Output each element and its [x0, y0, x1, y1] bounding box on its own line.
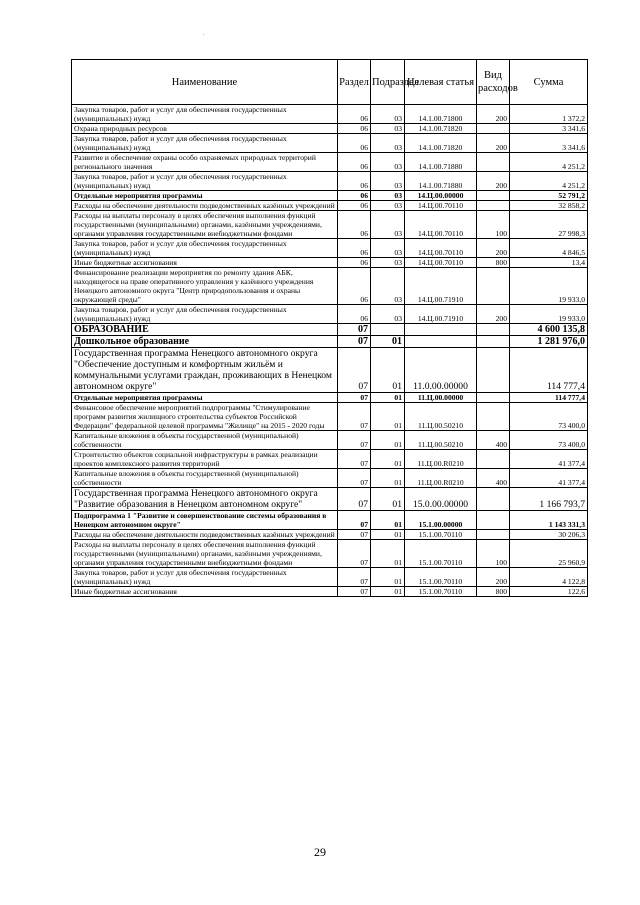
- cell-expense-type: [477, 403, 510, 431]
- cell-name: Иные бюджетные ассигнования: [72, 258, 338, 268]
- table-header-row: [72, 60, 588, 105]
- cell-expense-type: 100: [477, 540, 510, 568]
- cell-name: Капитальные вложения в объекты государственной (муниципальной) собственности: [72, 431, 338, 450]
- table-row: [72, 191, 588, 201]
- cell-section: 07: [338, 336, 371, 348]
- cell-target: 15.0.00.00000: [405, 488, 477, 511]
- cell-name: Строительство объектов социальной инфраструктуры в рамках реализации проектов комплексного развития территорий: [72, 450, 338, 469]
- table-row: [72, 258, 588, 268]
- cell-expense-type: 200: [477, 568, 510, 587]
- cell-subsection: 03: [371, 305, 405, 324]
- cell-subsection: 01: [371, 393, 405, 403]
- cell-expense-type: [477, 268, 510, 305]
- cell-target: 14.Ц.00.71910: [405, 305, 477, 324]
- cell-amount: 27 998,3: [510, 211, 588, 239]
- table-row: [72, 469, 588, 488]
- table-body: [72, 105, 588, 597]
- cell-name: Государственная программа Ненецкого автономного округа "Развитие образования в Ненецком автономном округе": [72, 488, 338, 511]
- cell-subsection: 03: [371, 191, 405, 201]
- cell-section: 07: [338, 511, 371, 530]
- cell-subsection: 03: [371, 201, 405, 211]
- cell-expense-type: [477, 124, 510, 134]
- header-amount: Сумма: [510, 60, 588, 105]
- cell-subsection: 01: [371, 450, 405, 469]
- cell-amount: 4 600 135,8: [510, 324, 588, 336]
- table-row: [72, 305, 588, 324]
- cell-expense-type: [477, 153, 510, 172]
- cell-target: [405, 324, 477, 336]
- cell-name: Дошкольное образование: [72, 336, 338, 348]
- table-row: [72, 105, 588, 124]
- cell-subsection: [371, 324, 405, 336]
- cell-expense-type: 200: [477, 134, 510, 153]
- cell-subsection: 01: [371, 568, 405, 587]
- cell-section: 07: [338, 530, 371, 540]
- cell-target: 14.Ц.00.70110: [405, 201, 477, 211]
- cell-subsection: 01: [371, 348, 405, 393]
- cell-target: 11.Ц.00.50210: [405, 403, 477, 431]
- cell-target: 11.Ц.00.50210: [405, 431, 477, 450]
- cell-expense-type: [477, 530, 510, 540]
- cell-name: Отдельные мероприятия программы: [72, 191, 338, 201]
- table-row: [72, 348, 588, 393]
- header-expense-type: Вид расходов: [477, 60, 510, 105]
- cell-amount: 41 377,4: [510, 450, 588, 469]
- cell-expense-type: 800: [477, 587, 510, 597]
- cell-subsection: 01: [371, 488, 405, 511]
- cell-name: Расходы на обеспечение деятельности подведомственных казённых учреждений: [72, 530, 338, 540]
- cell-amount: 4 251,2: [510, 153, 588, 172]
- cell-amount: 4 846,5: [510, 239, 588, 258]
- cell-amount: 4 251,2: [510, 172, 588, 191]
- cell-target: 15.1.00.70110: [405, 587, 477, 597]
- table-row: [72, 431, 588, 450]
- cell-amount: 1 372,2: [510, 105, 588, 124]
- cell-section: 06: [338, 268, 371, 305]
- cell-name: Закупка товаров, работ и услуг для обеспечения государственных (муниципальных) нужд: [72, 172, 338, 191]
- cell-expense-type: [477, 324, 510, 336]
- table-row: [72, 336, 588, 348]
- cell-amount: 73 400,0: [510, 403, 588, 431]
- cell-name: Финансирование реализации мероприятия по ремонту здания АБК, находящегося на праве оперативного управления у казённого учреждения Ненецкого автономного округа "Центр природопользования и охраны окружающей среды": [72, 268, 338, 305]
- cell-section: 07: [338, 488, 371, 511]
- cell-target: 15.1.00.00000: [405, 511, 477, 530]
- cell-subsection: 01: [371, 587, 405, 597]
- cell-amount: 41 377,4: [510, 469, 588, 488]
- cell-section: 06: [338, 201, 371, 211]
- cell-expense-type: [477, 201, 510, 211]
- cell-expense-type: [477, 450, 510, 469]
- header-section: Раздел: [338, 60, 371, 105]
- cell-amount: 3 341,6: [510, 124, 588, 134]
- cell-expense-type: [477, 191, 510, 201]
- cell-amount: 3 341,6: [510, 134, 588, 153]
- cell-subsection: 03: [371, 211, 405, 239]
- cell-subsection: 03: [371, 172, 405, 191]
- cell-amount: 122,6: [510, 587, 588, 597]
- table-row: [72, 239, 588, 258]
- cell-amount: 32 858,2: [510, 201, 588, 211]
- cell-target: 15.1.00.70110: [405, 530, 477, 540]
- cell-section: 06: [338, 305, 371, 324]
- cell-subsection: 01: [371, 336, 405, 348]
- cell-section: 06: [338, 134, 371, 153]
- cell-expense-type: 200: [477, 239, 510, 258]
- cell-name: Расходы на выплаты персоналу в целях обеспечения выполнения функций государственными (муниципальными) органами, казёнными учреждениями, органами управления государственными внебюджетными фондами: [72, 211, 338, 239]
- cell-name: Развитие и обеспечение охраны особо охраняемых природных территорий регионального значения: [72, 153, 338, 172]
- cell-target: 14.1.00.71820: [405, 124, 477, 134]
- cell-name: Иные бюджетные ассигнования: [72, 587, 338, 597]
- cell-section: 06: [338, 258, 371, 268]
- cell-amount: 19 933,0: [510, 305, 588, 324]
- table-row: [72, 124, 588, 134]
- table-row: [72, 268, 588, 305]
- cell-subsection: 03: [371, 105, 405, 124]
- cell-section: 07: [338, 568, 371, 587]
- cell-section: 06: [338, 191, 371, 201]
- cell-name: Подпрограмма 1 "Развитие и совершенствование системы образования в Ненецком автономном округе": [72, 511, 338, 530]
- cell-amount: 4 122,8: [510, 568, 588, 587]
- table-row: [72, 172, 588, 191]
- cell-name: Закупка товаров, работ и услуг для обеспечения государственных (муниципальных) нужд: [72, 105, 338, 124]
- cell-name: Расходы на обеспечение деятельности подведомственных казённых учреждений: [72, 201, 338, 211]
- cell-target: 14.1.00.71820: [405, 134, 477, 153]
- cell-expense-type: 200: [477, 172, 510, 191]
- cell-amount: 1 166 793,7: [510, 488, 588, 511]
- cell-target: 11.0.00.00000: [405, 348, 477, 393]
- cell-subsection: 03: [371, 134, 405, 153]
- cell-amount: 13,4: [510, 258, 588, 268]
- cell-amount: 25 960,9: [510, 540, 588, 568]
- cell-target: [405, 336, 477, 348]
- cell-expense-type: 400: [477, 469, 510, 488]
- cell-expense-type: 200: [477, 305, 510, 324]
- cell-expense-type: 800: [477, 258, 510, 268]
- cell-section: 07: [338, 431, 371, 450]
- cell-subsection: 01: [371, 511, 405, 530]
- cell-expense-type: 200: [477, 105, 510, 124]
- cell-name: Закупка товаров, работ и услуг для обеспечения государственных (муниципальных) нужд: [72, 239, 338, 258]
- table-row: [72, 587, 588, 597]
- budget-table: [71, 59, 588, 597]
- cell-section: 06: [338, 153, 371, 172]
- table-row: [72, 530, 588, 540]
- cell-target: 11.Ц.00.00000: [405, 393, 477, 403]
- cell-name: Финансовое обеспечение мероприятий подпрограммы "Стимулирование программ развития жилищного строительства субъектов Российской Федерации" федеральной целевой программы "Жилище" на 2015 - 2020 годы: [72, 403, 338, 431]
- table-row: [72, 568, 588, 587]
- cell-expense-type: [477, 348, 510, 393]
- table-row: [72, 324, 588, 336]
- cell-target: 14.Ц.00.70110: [405, 211, 477, 239]
- cell-target: 15.1.00.70110: [405, 568, 477, 587]
- table-row: [72, 134, 588, 153]
- cell-target: 14.Ц.00.70110: [405, 239, 477, 258]
- cell-target: 14.1.00.71880: [405, 153, 477, 172]
- cell-amount: 19 933,0: [510, 268, 588, 305]
- cell-name: Закупка товаров, работ и услуг для обеспечения государственных (муниципальных) нужд: [72, 305, 338, 324]
- table-row: [72, 393, 588, 403]
- cell-amount: 114 777,4: [510, 393, 588, 403]
- cell-target: 14.Ц.00.71910: [405, 268, 477, 305]
- cell-expense-type: [477, 336, 510, 348]
- cell-amount: 1 143 331,3: [510, 511, 588, 530]
- cell-target: 15.1.00.70110: [405, 540, 477, 568]
- table-row: [72, 450, 588, 469]
- cell-amount: 52 791,2: [510, 191, 588, 201]
- cell-expense-type: [477, 393, 510, 403]
- cell-section: 06: [338, 105, 371, 124]
- table-row: [72, 540, 588, 568]
- header-target: Целевая статья: [405, 60, 477, 105]
- table-row: [72, 211, 588, 239]
- scan-mark: .: [203, 32, 205, 37]
- cell-section: 07: [338, 393, 371, 403]
- cell-name: Закупка товаров, работ и услуг для обеспечения государственных (муниципальных) нужд: [72, 134, 338, 153]
- cell-target: 11.Ц.00.R0210: [405, 450, 477, 469]
- cell-section: 06: [338, 124, 371, 134]
- table-row: [72, 403, 588, 431]
- cell-amount: 30 206,3: [510, 530, 588, 540]
- cell-section: 07: [338, 469, 371, 488]
- cell-target: 14.Ц.00.00000: [405, 191, 477, 201]
- cell-expense-type: [477, 511, 510, 530]
- table-row: [72, 488, 588, 511]
- cell-subsection: 03: [371, 124, 405, 134]
- cell-section: 07: [338, 324, 371, 336]
- cell-target: 14.1.00.71800: [405, 105, 477, 124]
- cell-section: 07: [338, 403, 371, 431]
- cell-name: ОБРАЗОВАНИЕ: [72, 324, 338, 336]
- cell-amount: 1 281 976,0: [510, 336, 588, 348]
- cell-name: Расходы на выплаты персоналу в целях обеспечения выполнения функций государственными (муниципальными) органами, казёнными учреждениями, органами управления государственными внебюджетными фондами: [72, 540, 338, 568]
- cell-section: 06: [338, 211, 371, 239]
- cell-name: Отдельные мероприятия программы: [72, 393, 338, 403]
- cell-target: 14.1.00.71880: [405, 172, 477, 191]
- cell-subsection: 01: [371, 530, 405, 540]
- table-row: [72, 153, 588, 172]
- cell-subsection: 03: [371, 258, 405, 268]
- cell-subsection: 03: [371, 239, 405, 258]
- cell-subsection: 01: [371, 403, 405, 431]
- page-number: 29: [314, 845, 326, 859]
- header-name: Наименование: [72, 60, 338, 105]
- cell-subsection: 01: [371, 469, 405, 488]
- cell-amount: 73 400,0: [510, 431, 588, 450]
- cell-subsection: 01: [371, 431, 405, 450]
- cell-name: Государственная программа Ненецкого автономного округа "Обеспечение доступным и комфортным жильём и коммунальными услугами граждан, проживающих в Ненецком автономном округе": [72, 348, 338, 393]
- cell-section: 07: [338, 450, 371, 469]
- cell-section: 06: [338, 172, 371, 191]
- cell-section: 07: [338, 540, 371, 568]
- cell-expense-type: 100: [477, 211, 510, 239]
- cell-amount: 114 777,4: [510, 348, 588, 393]
- cell-section: 07: [338, 587, 371, 597]
- cell-name: Охрана природных ресурсов: [72, 124, 338, 134]
- cell-section: 07: [338, 348, 371, 393]
- cell-target: 14.Ц.00.70110: [405, 258, 477, 268]
- cell-name: Капитальные вложения в объекты государственной (муниципальной) собственности: [72, 469, 338, 488]
- header-subsection: Подраздел: [371, 60, 405, 105]
- cell-section: 06: [338, 239, 371, 258]
- table-row: [72, 201, 588, 211]
- cell-subsection: 03: [371, 268, 405, 305]
- table-row: [72, 511, 588, 530]
- cell-name: Закупка товаров, работ и услуг для обеспечения государственных (муниципальных) нужд: [72, 568, 338, 587]
- cell-expense-type: [477, 488, 510, 511]
- cell-subsection: 03: [371, 153, 405, 172]
- cell-expense-type: 400: [477, 431, 510, 450]
- cell-target: 11.Ц.00.R0210: [405, 469, 477, 488]
- cell-subsection: 01: [371, 540, 405, 568]
